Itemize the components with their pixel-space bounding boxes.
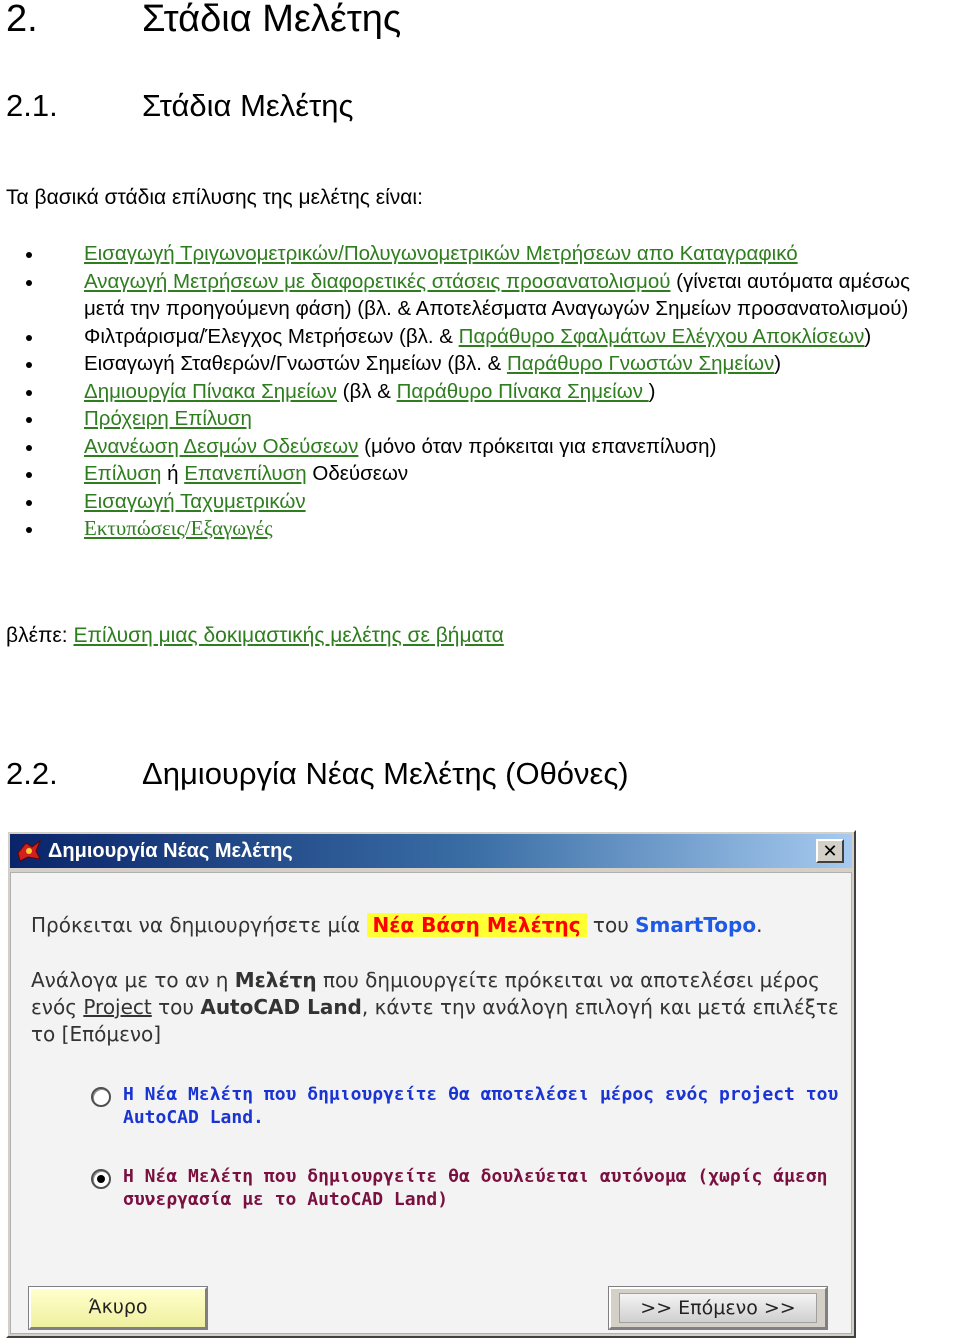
- step-text: ή: [161, 462, 185, 485]
- lead-text: του: [586, 913, 636, 937]
- section-heading: [6, 0, 401, 41]
- next-button[interactable]: [609, 1287, 827, 1329]
- section-number: 2.: [6, 0, 38, 40]
- step-text: Εισαγωγή Σταθερών/Γνωστών Σημείων (βλ. &: [84, 352, 507, 375]
- desc-text: Ανάλογα με το αν η: [31, 968, 235, 992]
- list-item: [0, 488, 960, 516]
- dialog-titlebar: [10, 834, 852, 868]
- step-link-points-table-window[interactable]: Παράθυρο Πίνακα Σημείων: [396, 379, 649, 403]
- step-text: (μόνο όταν πρόκειται για επανεπίλυση): [358, 434, 717, 458]
- subsection-title-2: Δημιουργία Νέας Μελέτης (Οθόνες): [142, 756, 629, 791]
- dialog-lead: [31, 913, 762, 937]
- step-link-points-table[interactable]: Δημιουργία Πίνακα Σημείων: [84, 379, 337, 403]
- new-study-dialog: [6, 830, 856, 1338]
- desc-bold-autocad: AutoCAD Land: [200, 995, 362, 1019]
- dialog-description: [31, 967, 841, 1048]
- new-study-highlight: Νέα Βάση Μελέτης: [367, 913, 587, 937]
- step-link-known-points-window[interactable]: Παράθυρο Γνωστών Σημείων: [506, 352, 775, 375]
- subsection-heading-1: [6, 88, 353, 124]
- close-button[interactable]: [816, 839, 844, 863]
- cancel-button[interactable]: Άκυρο: [29, 1287, 207, 1329]
- list-item: [0, 405, 960, 433]
- subsection-title-1: Στάδια Μελέτης: [142, 88, 354, 123]
- see-also-label: βλέπε:: [6, 624, 74, 647]
- lead-text: .: [756, 913, 763, 937]
- step-link-solution[interactable]: Επίλυση: [84, 462, 162, 485]
- list-item: [0, 378, 960, 406]
- next-button-label: >> Επόμενο >>: [619, 1293, 817, 1323]
- see-also: [6, 624, 504, 648]
- step-link-import[interactable]: Εισαγωγή Τριγωνομετρικών/Πολυγωνομετρικών Μετρήσεων απο Καταγραφικό: [84, 242, 798, 265]
- list-item: [0, 460, 960, 488]
- subsection-number-2: 2.2.: [6, 756, 58, 791]
- brand-name: SmartTopo: [635, 913, 757, 937]
- app-icon: [16, 839, 42, 863]
- step-text: (βλ &: [336, 379, 397, 403]
- list-item: [0, 240, 960, 268]
- steps-list: [0, 240, 960, 543]
- option-2-label[interactable]: Η Νέα Μελέτη που δημιουργείτε θα δουλεύεται αυτόνομα (χωρίς άμεση συνεργασία με το AutoCAD Land): [123, 1166, 828, 1210]
- dialog-title: Δημιουργία Νέας Μελέτης: [48, 840, 293, 862]
- list-item: [0, 323, 960, 351]
- list-item: [0, 268, 930, 323]
- step-text: ): [864, 324, 872, 348]
- option-1-label[interactable]: Η Νέα Μελέτη που δημιουργείτε θα αποτελέσει μέρος ενός project του AutoCAD Land.: [123, 1084, 839, 1128]
- desc-text: , κάντε την ανάλογη επιλογή και μετά επιλέξτε το [Επόμενο]: [31, 995, 839, 1046]
- step-text: Οδεύσεων: [306, 462, 409, 485]
- desc-text: που δημιουργείτε πρόκειται να αποτελέσει μέρος ενός: [31, 968, 820, 1019]
- step-text: (γίνεται αυτόματα αμέσως μετά την προηγούμενη φάση) (βλ. & Αποτελέσματα Αναγωγών Σημείων προσανατολισμού): [84, 269, 910, 320]
- intro-text: Τα βασικά στάδια επίλυσης της μελέτης είναι:: [6, 186, 423, 209]
- step-text: ): [648, 379, 656, 403]
- subsection-heading-2: [6, 756, 629, 792]
- step-link-reduction[interactable]: Αναγωγή Μετρήσεων με διαφορετικές στάσεις προσανατολισμού: [84, 269, 671, 293]
- dialog-body: [10, 872, 852, 1334]
- list-item: [0, 350, 960, 378]
- lead-text: Πρόκειται να δημιουργήσετε μία: [31, 913, 367, 937]
- desc-text: του: [151, 995, 201, 1019]
- step-link-resolution[interactable]: Επανεπίλυση: [184, 462, 307, 485]
- desc-underline-project: Project: [83, 995, 152, 1019]
- see-also-link[interactable]: Επίλυση μιας δοκιμαστικής μελέτης σε βήματα: [73, 624, 504, 647]
- section-title: Στάδια Μελέτης: [142, 0, 402, 40]
- step-link-refresh-traverses[interactable]: Ανανέωση Δεσμών Οδεύσεων: [84, 434, 359, 458]
- step-link-prints-exports[interactable]: Εκτυπώσεις/Εξαγωγές: [84, 516, 273, 540]
- step-link-draft-solution[interactable]: Πρόχειρη Επίλυση: [84, 407, 252, 430]
- close-icon: ✕: [822, 841, 838, 861]
- list-item: [0, 433, 960, 461]
- step-text: ): [774, 352, 782, 375]
- step-link-errors-window[interactable]: Παράθυρο Σφαλμάτων Ελέγχου Αποκλίσεων: [458, 324, 865, 348]
- subsection-number-1: 2.1.: [6, 88, 58, 123]
- desc-bold-study: Μελέτη: [234, 968, 317, 992]
- list-item: [0, 515, 960, 543]
- step-link-tacheometric[interactable]: Εισαγωγή Ταχυμετρικών: [84, 489, 306, 513]
- step-text: Φιλτράρισμα/Έλεγχος Μετρήσεων (βλ. &: [84, 324, 459, 348]
